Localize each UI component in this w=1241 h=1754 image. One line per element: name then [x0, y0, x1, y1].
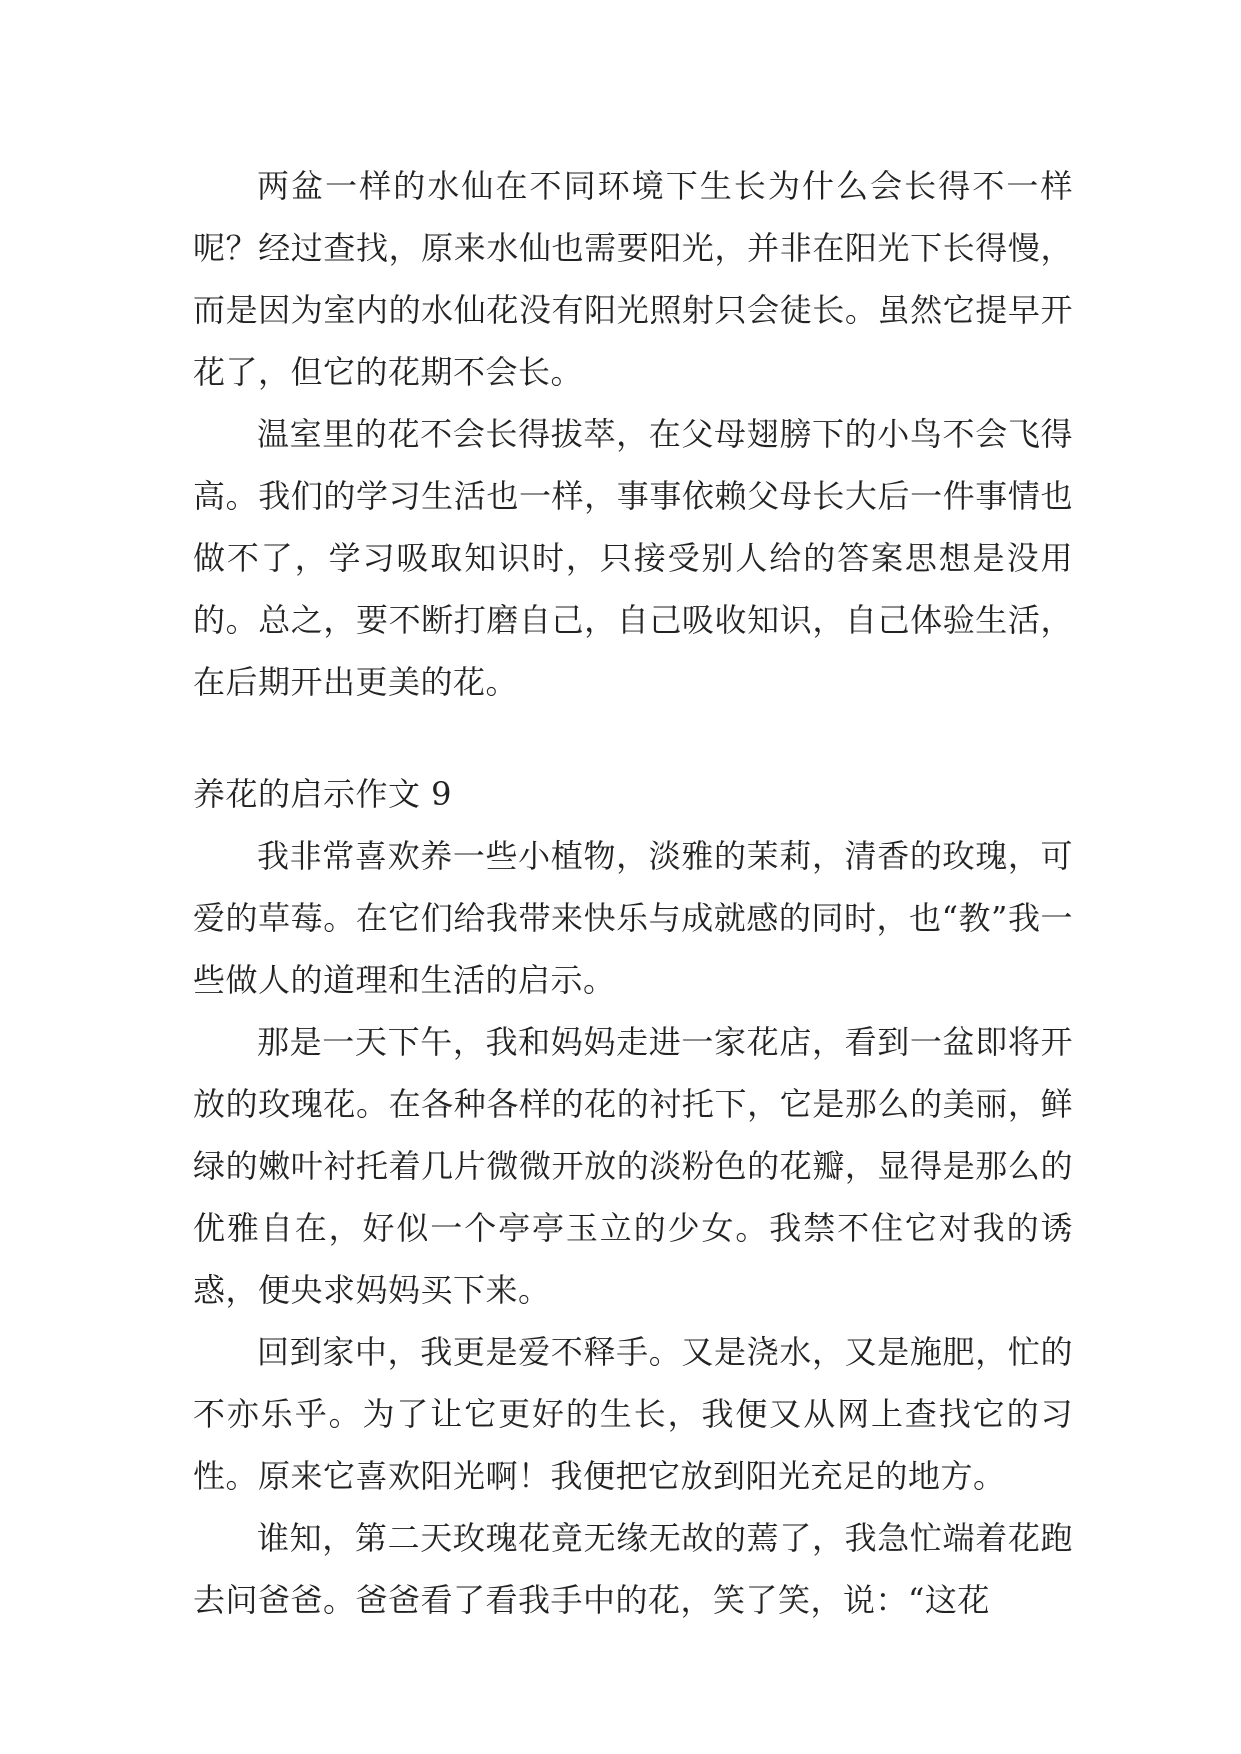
- paragraph: 那是一天下午，我和妈妈走进一家花店，看到一盆即将开放的玫瑰花。在各种各样的花的衬托下，它是那么的美丽，鲜绿的嫩叶衬托着几片微微开放的淡粉色的花瓣，显得是那么的优雅自在，好似一个亭亭玉立的少女。我禁不住它对我的诱惑，便央求妈妈买下来。: [193, 1023, 1073, 1309]
- document-body: [193, 155, 1073, 1631]
- paragraph: 我非常喜欢养一些小植物，淡雅的茉莉，清香的玫瑰，可爱的草莓。在它们给我带来快乐与成就感的同时，也“教”我一些做人的道理和生活的启示。: [193, 837, 1073, 999]
- paragraph: 温室里的花不会长得拔萃，在父母翅膀下的小鸟不会飞得高。我们的学习生活也一样，事事依赖父母长大后一件事情也做不了，学习吸取知识时，只接受别人给的答案思想是没用的。总之，要不断打磨自己，自己吸收知识，自己体验生活，在后期开出更美的花。: [193, 415, 1073, 701]
- paragraph: 两盆一样的水仙在不同环境下生长为什么会长得不一样呢？经过查找，原来水仙也需要阳光，并非在阳光下长得慢，而是因为室内的水仙花没有阳光照射只会徒长。虽然它提早开花了，但它的花期不会长。: [193, 167, 1073, 391]
- paragraph: 回到家中，我更是爱不释手。又是浇水，又是施肥，忙的不亦乐乎。为了让它更好的生长，我便又从网上查找它的习性。原来它喜欢阳光啊！我便把它放到阳光充足的地方。: [193, 1333, 1073, 1495]
- paragraph: 谁知，第二天玫瑰花竟无缘无故的蔫了，我急忙端着花跑去问爸爸。爸爸看了看我手中的花，笑了笑，说：“这花: [193, 1519, 1073, 1619]
- section-title: 养花的启示作文 9: [193, 775, 453, 813]
